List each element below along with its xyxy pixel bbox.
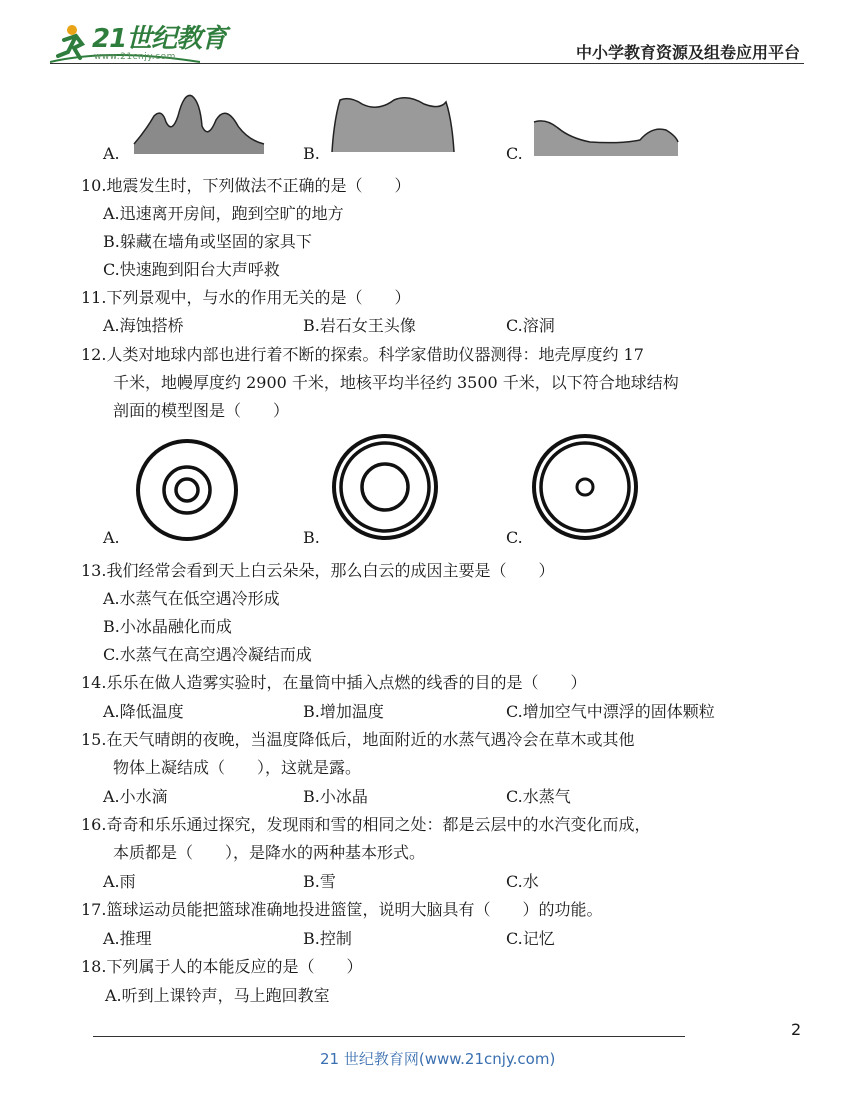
q15-stem-line-1: 15.在天气晴朗的夜晚，当温度降低后，地面附近的水蒸气遇冷会在草木或其他 bbox=[81, 730, 635, 749]
q12-label-b: B. bbox=[303, 528, 320, 547]
q17-option-b: B.控制 bbox=[303, 929, 352, 948]
q10-option-c: C.快速跑到阳台大声呼救 bbox=[103, 260, 280, 279]
q16-stem-line-1: 16.奇奇和乐乐通过探究，发现雨和雪的相同之处：都是云层中的水汽变化而成， bbox=[81, 815, 651, 834]
page-number: 2 bbox=[791, 1020, 802, 1039]
q16-option-b: B.雪 bbox=[303, 872, 336, 891]
q14-stem: 14.乐乐在做人造雾实验时，在量筒中插入点燃的线香的目的是（ ） bbox=[81, 673, 587, 692]
q15-option-b: B.小冰晶 bbox=[303, 787, 368, 806]
q14-option-b: B.增加温度 bbox=[303, 702, 384, 721]
q12-figure-b bbox=[330, 432, 440, 542]
q17-option-a: A.推理 bbox=[103, 929, 152, 948]
q13-stem: 13.我们经常会看到天上白云朵朵，那么白云的成因主要是（ ） bbox=[81, 561, 555, 580]
q9-label-a: A. bbox=[103, 144, 120, 163]
q12-label-c: C. bbox=[506, 528, 523, 547]
q10-option-a: A.迅速离开房间，跑到空旷的地方 bbox=[103, 204, 344, 223]
footer-divider bbox=[93, 1036, 685, 1037]
q15-option-a: A.小水滴 bbox=[103, 787, 168, 806]
q11-stem: 11.下列景观中，与水的作用无关的是（ ） bbox=[81, 288, 411, 307]
q16-option-c: C.水 bbox=[506, 872, 539, 891]
q12-stem-line-3: 剖面的模型图是（ ） bbox=[113, 401, 290, 420]
q15-option-c: C.水蒸气 bbox=[506, 787, 571, 806]
q9-figure-c bbox=[530, 112, 680, 158]
q14-option-a: A.降低温度 bbox=[103, 702, 184, 721]
q12-stem-line-1: 12.人类对地球内部也进行着不断的探索。科学家借助仪器测得：地壳厚度约 17 bbox=[81, 345, 644, 364]
q12-figure-a bbox=[133, 436, 241, 544]
logo-url: www.21cnjy.com bbox=[94, 52, 176, 62]
q15-stem-line-2: 物体上凝结成（ ），这就是露。 bbox=[113, 758, 362, 777]
q9-label-b: B. bbox=[303, 144, 320, 163]
q12-label-a: A. bbox=[103, 528, 120, 547]
q18-option-a: A.听到上课铃声，马上跑回教室 bbox=[105, 986, 330, 1005]
q13-option-c: C.水蒸气在高空遇冷凝结而成 bbox=[103, 645, 312, 664]
footer-site-link[interactable]: 21 世纪教育网(www.21cnjy.com) bbox=[320, 1050, 556, 1068]
q11-option-a: A.海蚀搭桥 bbox=[103, 316, 184, 335]
q17-option-c: C.记忆 bbox=[506, 929, 555, 948]
q11-option-c: C.溶洞 bbox=[506, 316, 555, 335]
q9-figure-b bbox=[328, 90, 458, 158]
q12-figure-c bbox=[530, 432, 640, 542]
q18-stem: 18.下列属于人的本能反应的是（ ） bbox=[81, 957, 363, 976]
q10-stem: 10.地震发生时，下列做法不正确的是（ ） bbox=[81, 176, 411, 195]
platform-title: 中小学教育资源及组卷应用平台 bbox=[575, 43, 800, 62]
q9-figure-a bbox=[128, 86, 270, 158]
q11-option-b: B.岩石女王头像 bbox=[303, 316, 416, 335]
header-divider bbox=[50, 63, 804, 64]
q14-option-c: C.增加空气中漂浮的固体颗粒 bbox=[506, 702, 715, 721]
q16-stem-line-2: 本质都是（ ），是降水的两种基本形式。 bbox=[113, 843, 426, 862]
q16-option-a: A.雨 bbox=[103, 872, 136, 891]
q17-stem: 17.篮球运动员能把篮球准确地投进篮筐，说明大脑具有（ ）的功能。 bbox=[81, 900, 603, 919]
q13-option-b: B.小冰晶融化而成 bbox=[103, 617, 232, 636]
q12-stem-line-2: 千米，地幔厚度约 2900 千米，地核平均半径约 3500 千米，以下符合地球结构 bbox=[113, 373, 679, 392]
logo-text: 21世纪教育 bbox=[92, 24, 227, 54]
q13-option-a: A.水蒸气在低空遇冷形成 bbox=[103, 589, 280, 608]
q9-label-c: C. bbox=[506, 144, 523, 163]
q10-option-b: B.躲藏在墙角或坚固的家具下 bbox=[103, 232, 312, 251]
